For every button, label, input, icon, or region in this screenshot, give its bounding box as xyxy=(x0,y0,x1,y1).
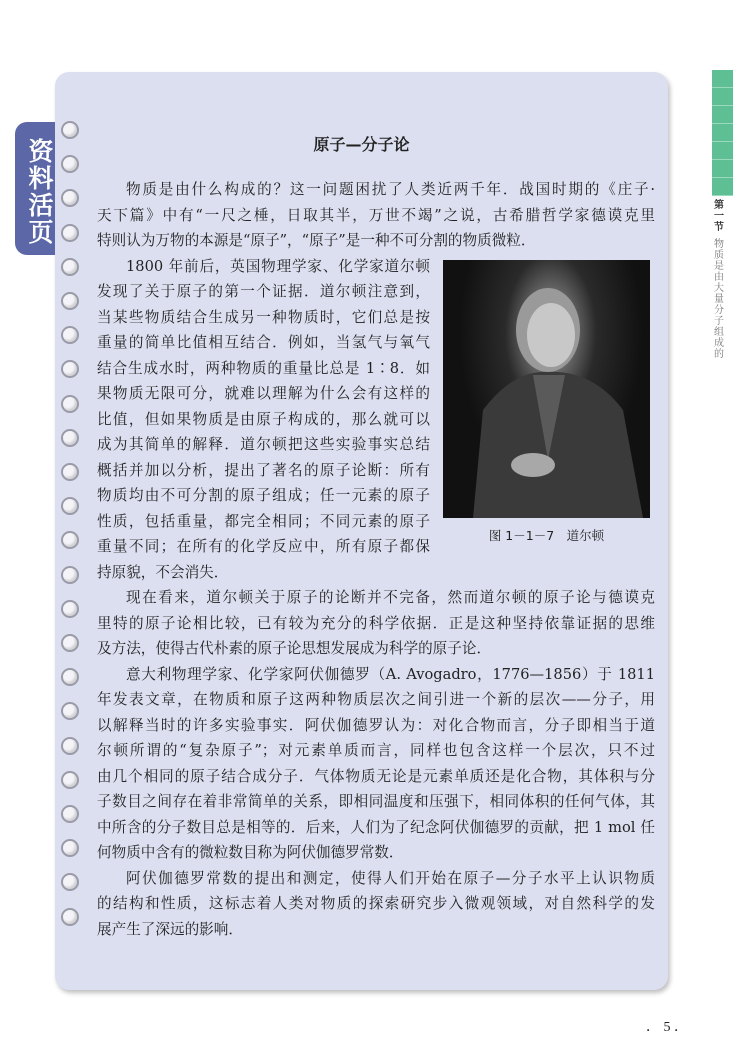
text-line: 物质是由什么构成的？这一问题困扰了人类近两千年．战国时期的《庄子· xyxy=(126,181,655,198)
margin-section-label xyxy=(714,200,728,360)
binder-ring xyxy=(61,771,79,789)
text-line: 结合生成水时，两种物质的重量比总是 1∶8．如 xyxy=(97,359,430,377)
section-title: 物质是由大量分子组成的 xyxy=(714,239,724,360)
binder-ring xyxy=(61,908,79,926)
text-line: 1800 年前后，英国物理学家、化学家道尔顿 xyxy=(126,257,430,275)
portrait-image xyxy=(443,260,650,518)
page-number: ． 5 ． xyxy=(646,1020,688,1035)
binder-ring xyxy=(61,600,79,618)
text-line: 比值，但如果物质是由原子构成的，那么就可以 xyxy=(97,410,430,428)
binder-ring xyxy=(61,634,79,652)
text-line: 中所含的分子数目总是相等的．后来，人们为了纪念阿伏伽德罗的贡献，把 1 mol 任 xyxy=(97,818,655,836)
binder-ring xyxy=(61,292,79,310)
text-line: 成为其简单的解释．道尔顿把这些实验事实总结 xyxy=(97,436,430,453)
chapter-color-bar xyxy=(712,70,733,196)
text-line: 当某些物质结合生成另一种物质时，它们总是按 xyxy=(97,308,430,326)
text-line: 重量的简单比值相互结合．例如，当氢气与氧气 xyxy=(97,334,430,351)
text-line: 持原貌，不会消失． xyxy=(97,563,229,581)
dalton-portrait xyxy=(443,260,650,518)
text-line: 性质，包括重量，都完全相同；不同元素的原子 xyxy=(97,512,430,530)
figure-caption: 图 1－1－7 道尔顿 xyxy=(488,528,605,543)
text-line: 何物质中含有的微粒数目称为阿伏伽德罗常数． xyxy=(97,844,404,861)
section-number: 第一节 xyxy=(714,200,724,233)
text-line: 重量不同；在所有的化学反应中，所有原子都保 xyxy=(97,538,430,555)
text-line: 以解释当时的许多实验事实．阿伏伽德罗认为：对化合物而言，分子即相当于道 xyxy=(97,716,655,734)
article-title: 原子—分子论 xyxy=(313,135,410,154)
text-line: 物质均由不可分割的原子组成；任一元素的原子 xyxy=(97,487,430,504)
text-line: 现在看来，道尔顿关于原子的论断并不完备，然而道尔顿的原子论与德谟克 xyxy=(126,589,655,606)
text-line: 意大利物理学家、化学家阿伏伽德罗（A. Avogadro，1776—1856）于 1811 xyxy=(126,665,655,683)
binder-ring xyxy=(61,805,79,823)
text-line: 及方法，使得古代朴素的原子论思想发展成为科学的原子论． xyxy=(97,640,492,657)
binder-ring xyxy=(61,258,79,276)
text-line: 展产生了深远的影响． xyxy=(97,920,243,938)
side-tab: 资料活页 xyxy=(15,122,55,255)
text-line: 年发表文章，在物质和原子这两种物质层次之间引进一个新的层次——分子，用 xyxy=(97,691,655,708)
binder-ring xyxy=(61,429,79,447)
text-line: 由几个相同的原子结合成分子．气体物质无论是元素单质还是化合物，其体积与分 xyxy=(97,767,655,785)
text-line: 特则认为万物的本源是“原子”，“原子”是一种不可分割的物质微粒． xyxy=(97,232,536,249)
text-line: 子数目之间存在着非常简单的关系，即相同温度和压强下，相同体积的任何气体，其 xyxy=(97,793,655,810)
text-line: 发现了关于原子的第一个证据．道尔顿注意到， xyxy=(97,283,430,300)
text-line: 里特的原子论相比较，已有较为充分的科学依据．正是这种坚持依靠证据的思维 xyxy=(97,614,655,632)
binder-ring xyxy=(61,463,79,481)
text-line: 尔顿所谓的“复杂原子”；对元素单质而言，同样也包含这样一个层次，只不过 xyxy=(97,742,655,759)
text-line: 的结构和性质，这标志着人类对物质的探索研究步入微观领域，对自然科学的发 xyxy=(97,895,655,912)
text-line: 果物质无限可分，就难以理解为什么会有这样的 xyxy=(97,385,430,402)
binder-ring xyxy=(61,224,79,242)
text-line: 概括并加以分析，提出了著名的原子论断：所有 xyxy=(97,461,430,479)
binder-ring xyxy=(61,737,79,755)
text-line: 阿伏伽德罗常数的提出和测定，使得人们开始在原子—分子水平上认识物质 xyxy=(126,869,655,887)
text-line: 天下篇》中有“一尺之棰，日取其半，万世不竭”之说，古希腊哲学家德谟克里 xyxy=(97,206,655,224)
binder-ring xyxy=(61,395,79,413)
binder-ring xyxy=(61,566,79,584)
